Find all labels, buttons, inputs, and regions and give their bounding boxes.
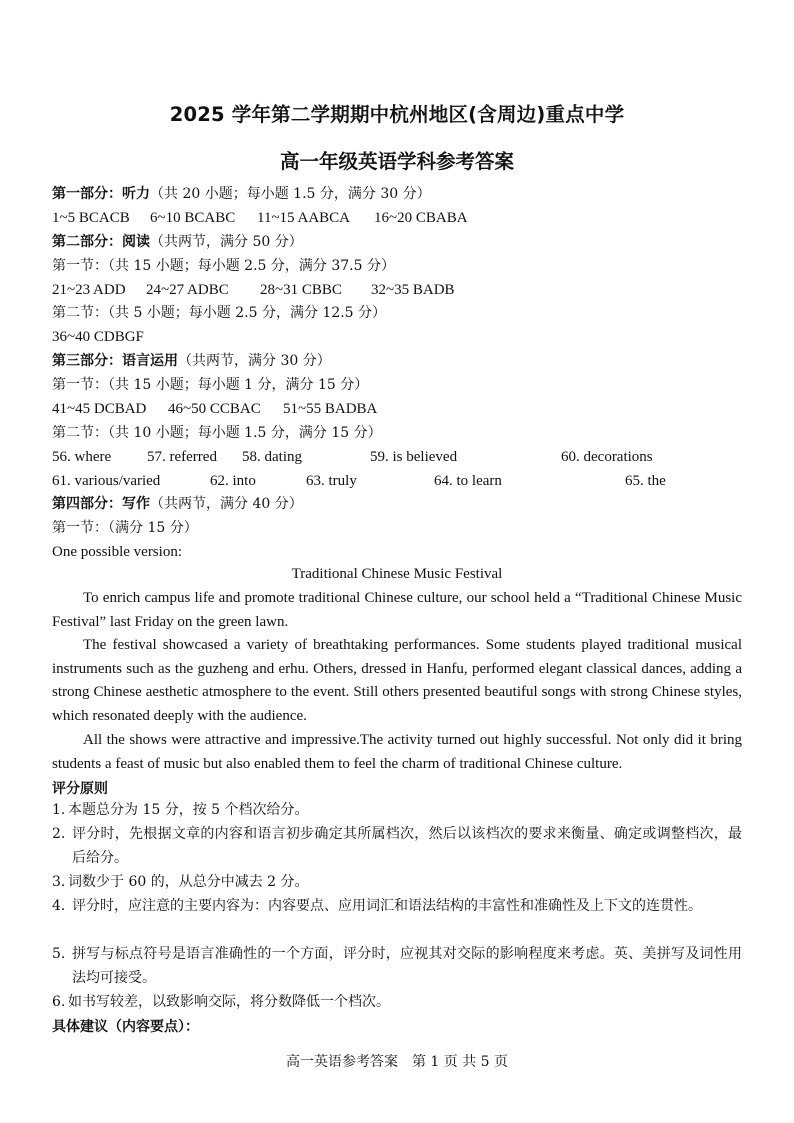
part1-answer: 6~10 BCABC — [150, 210, 236, 226]
rule-text: 本题总分为 15 分，按 5 个档次给分。 — [68, 802, 309, 818]
rule-number: 3. — [52, 874, 66, 890]
part3-answer: 41~45 DCBAD — [52, 401, 147, 417]
part2-answer: 28~31 CBBC — [260, 282, 342, 298]
part2-heading — [52, 233, 303, 251]
part2-answer: 24~27 ADBC — [146, 282, 229, 298]
scoring-rule — [52, 799, 742, 823]
part4-heading — [52, 495, 303, 513]
grammar-answer: 59. is believed — [370, 449, 458, 465]
grammar-answer: 58. dating — [242, 449, 302, 465]
rule-number: 6. — [52, 994, 66, 1010]
part2-section1-heading: 第一节：（共 15 小题；每小题 2.5 分，满分 37.5 分） — [52, 258, 395, 274]
grammar-answer: 62. into — [210, 473, 256, 489]
grammar-answer: 60. decorations — [561, 449, 653, 465]
rule-text: 评分时，应注意的主要内容为：内容要点、应用词汇和语法结构的丰富性和准确性及上下文的连贯性。 — [72, 898, 702, 914]
part1-answer: 1~5 BCACB — [52, 210, 130, 226]
document-title: 2025 学年第二学期期中杭州地区(含周边)重点中学 — [169, 103, 625, 126]
part2-section2-answer: 36~40 CDBGF — [52, 329, 144, 345]
scoring-heading: 评分原则 — [52, 781, 108, 797]
rule-text: 如书写较差，以致影响交际，将分数降低一个档次。 — [68, 994, 390, 1010]
part2-section2-heading: 第二节：（共 5 小题；每小题 2.5 分，满分 12.5 分） — [52, 305, 387, 321]
essay-title: Traditional Chinese Music Festival — [291, 566, 503, 582]
rule-number: 5. — [52, 946, 66, 962]
part1-label: 第一部分：听力 — [52, 186, 150, 202]
part2-answer: 32~35 BADB — [371, 282, 455, 298]
grammar-answer: 57. referred — [147, 449, 217, 465]
scoring-rule — [52, 823, 742, 870]
rule-number: 4. — [52, 898, 66, 914]
part3-note: （共两节，满分 30 分） — [178, 353, 331, 369]
rule-text: 词数少于 60 的，从总分中减去 2 分。 — [68, 874, 309, 890]
part3-section1-heading: 第一节：（共 15 小题；每小题 1 分，满分 15 分） — [52, 377, 369, 393]
part3-label: 第三部分：语言运用 — [52, 353, 178, 369]
essay-paragraph: To enrich campus life and promote traditional Chinese culture, our school held a “Traditional Chinese Music Festival” last Friday on the green lawn. — [52, 590, 742, 630]
page-footer: 高一英语参考答案 第 1 页 共 5 页 — [285, 1054, 509, 1070]
part1-answer: 16~20 CBABA — [374, 210, 468, 226]
part1-note: （共 20 小题；每小题 1.5 分，满分 30 分） — [150, 186, 431, 202]
grammar-answer: 61. various/varied — [52, 473, 161, 489]
part2-answer: 21~23 ADD — [52, 282, 126, 298]
part1-heading — [52, 185, 431, 203]
part4-label: 第四部分：写作 — [52, 496, 150, 512]
scoring-rule — [52, 943, 742, 990]
rule-number: 1. — [52, 802, 66, 818]
part1-answer: 11~15 AABCA — [257, 210, 350, 226]
grammar-answer: 65. the — [625, 473, 666, 489]
part3-heading — [52, 352, 331, 370]
scoring-rule — [52, 871, 742, 895]
part4-note: （共两节，满分 40 分） — [150, 496, 303, 512]
part4-section1-heading: 第一节：（满分 15 分） — [52, 520, 198, 536]
part3-answer: 51~55 BADBA — [283, 401, 378, 417]
part2-note: （共两节，满分 50 分） — [150, 234, 303, 250]
part3-answer: 46~50 CCBAC — [168, 401, 261, 417]
part3-section2-heading: 第二节：（共 10 小题；每小题 1.5 分，满分 15 分） — [52, 425, 382, 441]
scoring-rule — [52, 991, 742, 1015]
essay-paragraph: The festival showcased a variety of breathtaking performances. Some students played traditional musical instruments such as the guzheng and erhu. Others, dressed in Hanfu, performed elegant classical dances, adding a strong Chinese aesthetic atmosphere to the event. Still others presented beautiful songs with strong Chinese styles, which resonated deeply with the audience. — [52, 637, 742, 724]
grammar-answer: 64. to learn — [434, 473, 502, 489]
grammar-answer: 56. where — [52, 449, 112, 465]
essay-paragraph: All the shows were attractive and impressive.The activity turned out highly successful. Not only did it bring students a feast of music but also enabled them to feel the charm of traditional Chinese culture. — [52, 732, 742, 772]
document-subtitle: 高一年级英语学科参考答案 — [279, 150, 514, 173]
rule-number: 2. — [52, 826, 66, 842]
version-label: One possible version: — [52, 544, 182, 560]
grammar-answer: 63. truly — [306, 473, 357, 489]
rule-text: 拼写与标点符号是语言准确性的一个方面，评分时，应视其对交际的影响程度来考虑。英、美拼写及词性用法均可接受。 — [72, 946, 742, 986]
suggestion-heading: 具体建议（内容要点）： — [52, 1019, 199, 1035]
scoring-rule — [52, 895, 742, 919]
rule-text: 评分时，先根据文章的内容和语言初步确定其所属档次，然后以该档次的要求来衡量、确定或调整档次，最后给分。 — [72, 826, 742, 866]
part2-label: 第二部分：阅读 — [52, 234, 150, 250]
